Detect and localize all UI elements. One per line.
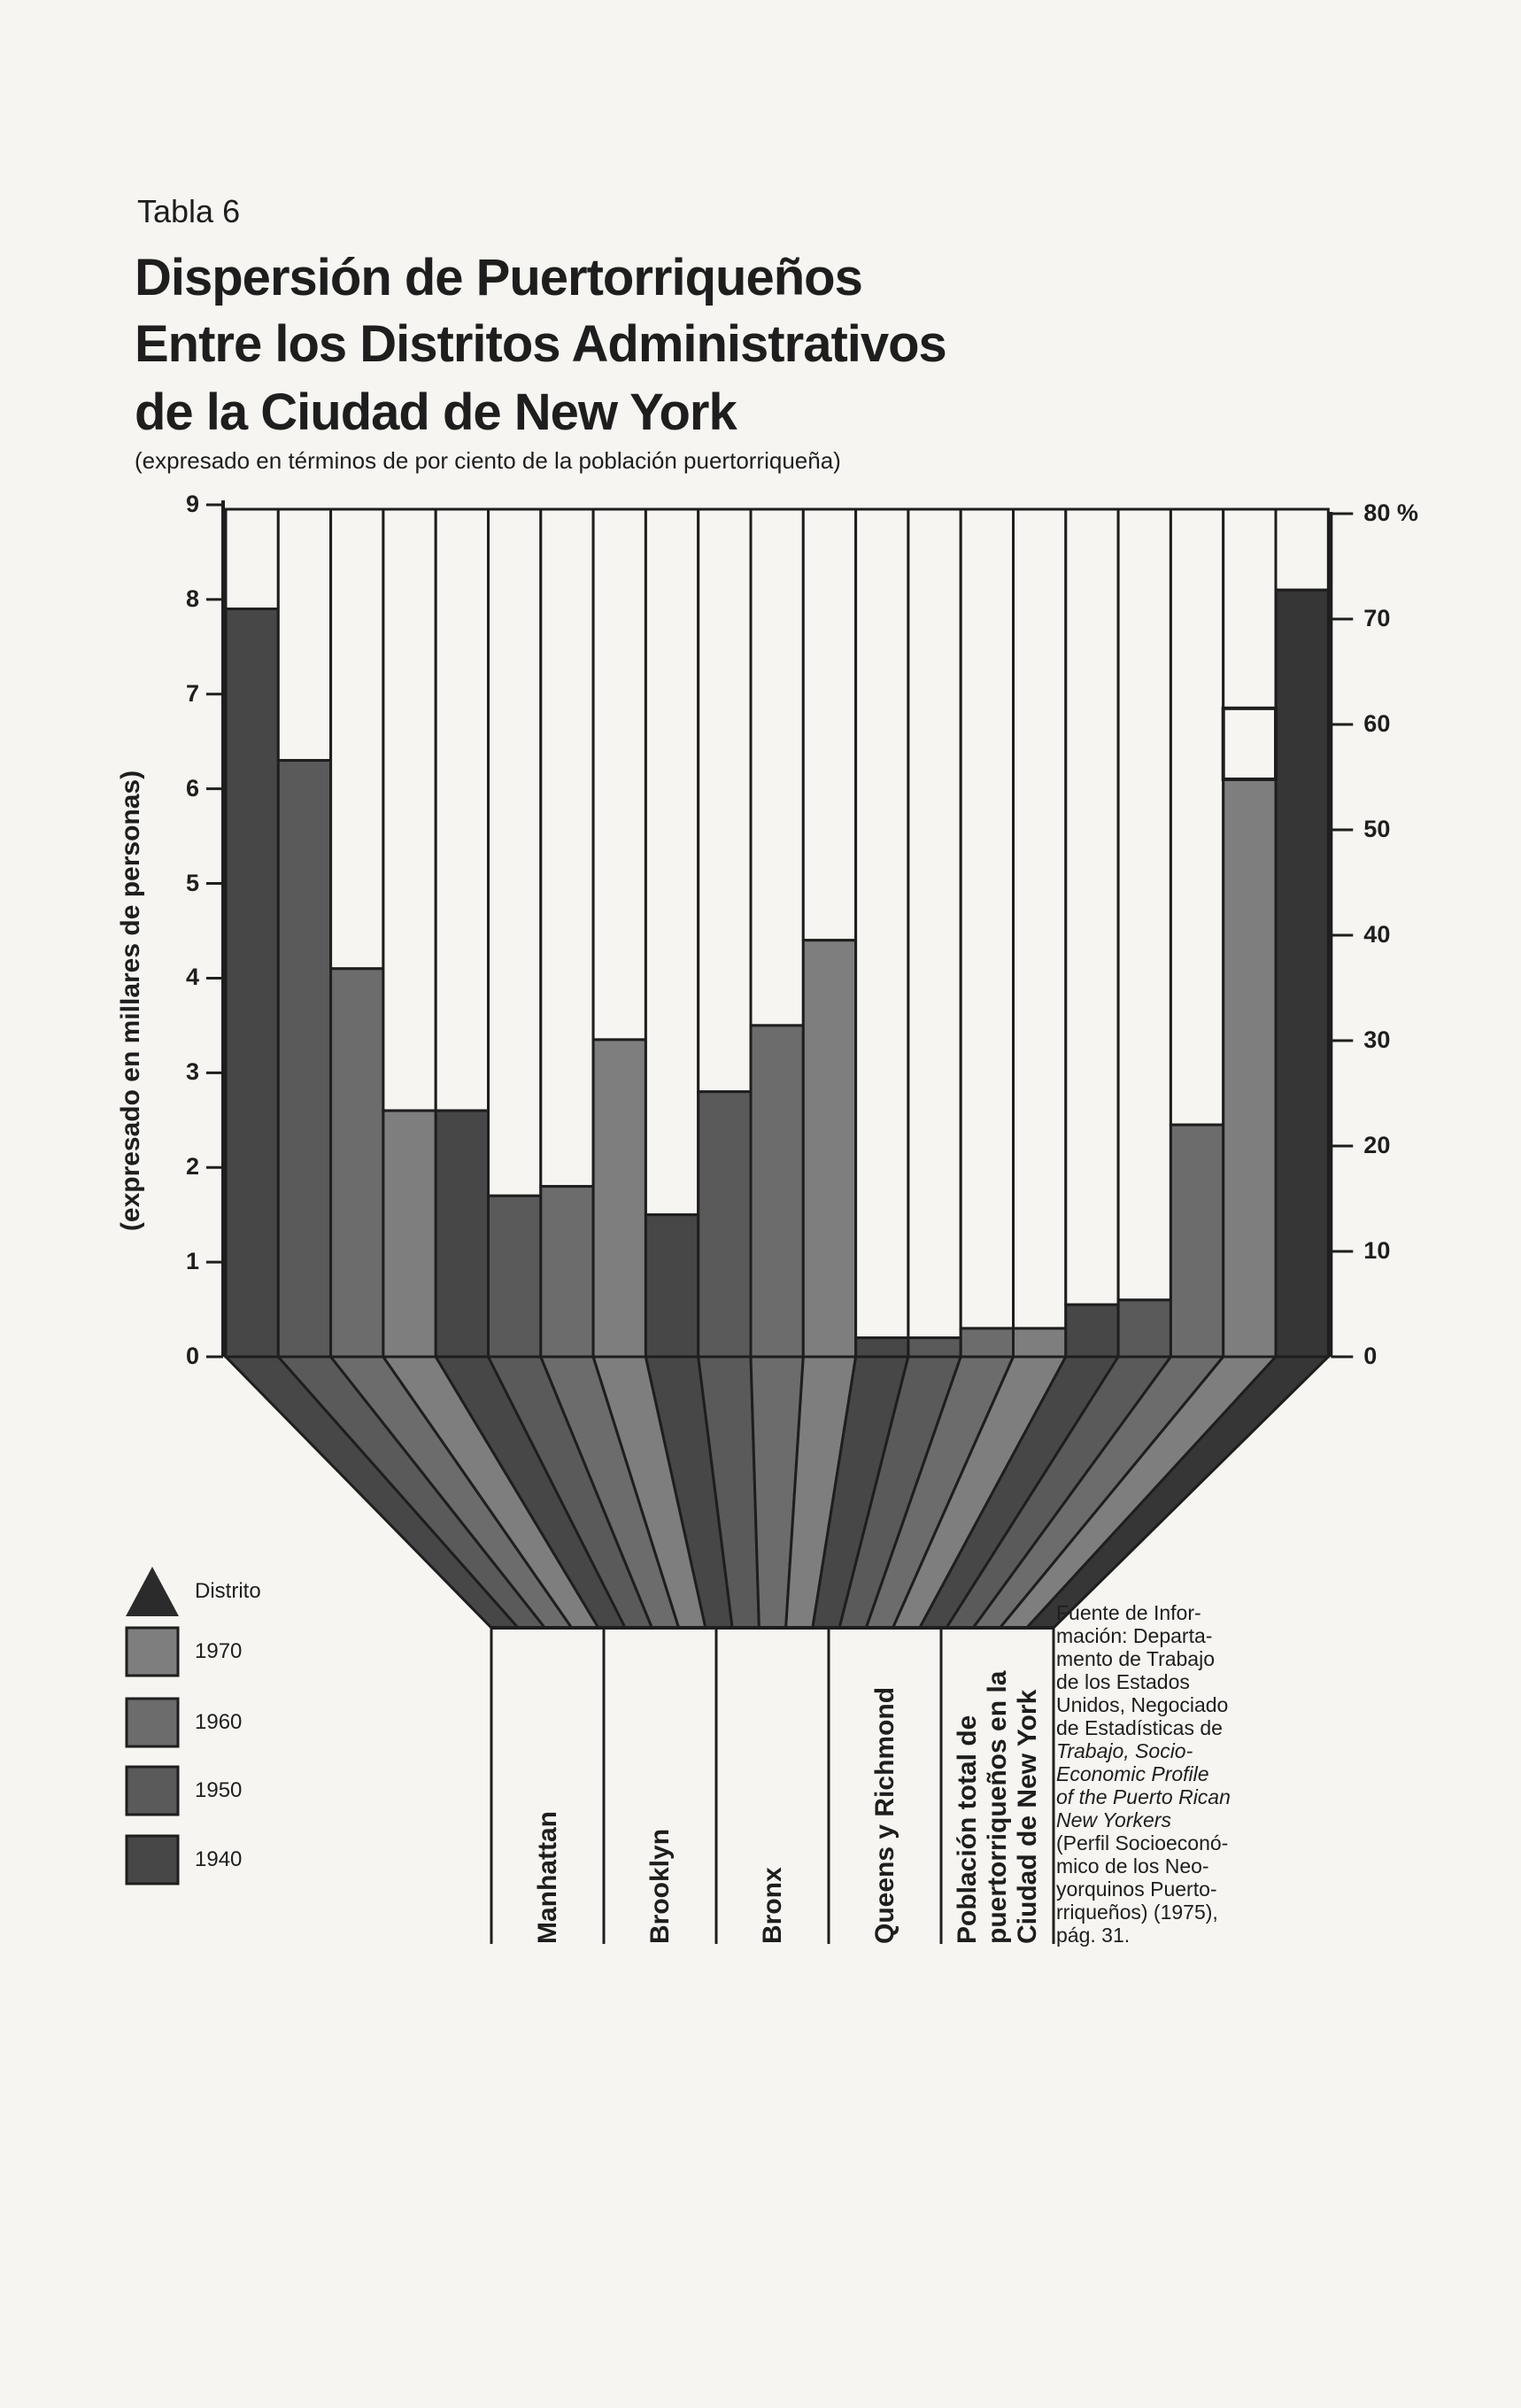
bar-frame <box>803 509 855 941</box>
bar <box>908 1338 961 1357</box>
y-tick-label: 5 <box>185 869 199 896</box>
y2-tick-label: 50 <box>1363 816 1391 842</box>
source-line: mación: Departa- <box>1056 1624 1213 1647</box>
category-label: Población total de <box>952 1715 982 1944</box>
bar-frame <box>278 509 330 761</box>
bar <box>645 1215 698 1357</box>
bar-frame <box>383 509 436 1111</box>
source-note <box>1056 1601 1278 1947</box>
y-tick-label: 3 <box>185 1058 199 1086</box>
legend-label: 1950 <box>195 1778 243 1802</box>
legend-swatch <box>124 1764 186 1819</box>
legend-swatch <box>124 1696 186 1751</box>
bar <box>1118 1300 1170 1357</box>
bar-frame <box>436 509 488 1111</box>
bar-frame <box>1118 509 1170 1300</box>
y-tick-label: 0 <box>185 1343 199 1369</box>
bar <box>1224 779 1276 1357</box>
bar <box>383 1111 436 1357</box>
bar-frame <box>331 509 383 969</box>
y-tick-label: 6 <box>185 774 199 801</box>
source-line: (Perfil Socioeconó- <box>1056 1831 1229 1854</box>
legend-label: 1940 <box>195 1847 243 1871</box>
bar-frame <box>751 509 803 1026</box>
y2-tick-label: 80 % <box>1363 499 1418 526</box>
source-line: mico de los Neo- <box>1056 1854 1209 1878</box>
bar <box>751 1026 803 1357</box>
category-label: Brooklyn <box>645 1828 675 1944</box>
bar <box>1276 590 1328 1357</box>
source-line: Fuente de Infor- <box>1056 1601 1201 1624</box>
category-label: Bronx <box>757 1867 787 1944</box>
y2-tick-label: 60 <box>1363 710 1391 737</box>
bar-frame <box>645 509 698 1215</box>
source-line: de Estadísticas de <box>1056 1716 1223 1739</box>
y2-tick-label: 30 <box>1363 1026 1391 1053</box>
bar <box>331 969 383 1357</box>
source-line: mento de Trabajo <box>1056 1647 1216 1670</box>
legend-swatch <box>124 1833 186 1888</box>
y2-tick-label: 70 <box>1363 605 1391 631</box>
bar-frame <box>489 509 541 1196</box>
bar-frame <box>961 509 1013 1328</box>
y-axis-label: (expresado en millares de personas) <box>116 770 145 1232</box>
table-label: Tabla 6 <box>137 193 241 229</box>
legend-swatch <box>124 1625 186 1680</box>
source-line: New Yorkers <box>1056 1808 1171 1831</box>
category-label: puertorriqueños en la <box>982 1670 1012 1944</box>
source-line: yorquinos Puerto- <box>1056 1878 1217 1901</box>
bar <box>856 1338 908 1357</box>
legend-label: 1960 <box>195 1710 243 1734</box>
bar-frame <box>541 509 593 1187</box>
y2-tick-label: 20 <box>1363 1132 1391 1158</box>
source-line: de los Estados <box>1056 1670 1190 1693</box>
bar-frame <box>856 509 908 1338</box>
bar-frame <box>593 509 645 1040</box>
y2-tick-label: 10 <box>1363 1237 1391 1264</box>
bar <box>593 1040 645 1357</box>
bar <box>489 1196 541 1357</box>
bar <box>699 1092 751 1357</box>
legend-swatch <box>124 1565 186 1620</box>
bar <box>1066 1305 1118 1357</box>
bar-frame <box>699 509 751 1092</box>
bar <box>541 1187 593 1357</box>
title-line-2: Entre los Distritos Administrativos <box>135 315 946 373</box>
bar-frame <box>1276 509 1328 590</box>
bar <box>961 1328 1013 1357</box>
bar <box>226 609 278 1357</box>
source-line: Unidos, Negociado <box>1056 1693 1229 1716</box>
y-tick-label: 9 <box>185 491 199 517</box>
source-line: Economic Profile <box>1056 1762 1209 1785</box>
bar-frame <box>908 509 961 1338</box>
y2-tick-label: 0 <box>1363 1343 1378 1369</box>
legend-label: Distrito <box>195 1579 261 1603</box>
category-label: Manhattan <box>532 1811 562 1944</box>
bar-frame <box>1170 509 1223 1125</box>
category-label: Queens y Richmond <box>869 1686 899 1944</box>
subtitle: (expresado en términos de por ciento de la población puertorriqueña) <box>135 447 841 474</box>
legend-label: 1970 <box>195 1639 243 1663</box>
bar-frame <box>1224 509 1276 779</box>
y-tick-label: 8 <box>185 585 199 612</box>
bar <box>1014 1328 1066 1357</box>
bar <box>436 1111 488 1357</box>
bar-frame <box>1066 509 1118 1305</box>
y-tick-label: 2 <box>185 1153 199 1181</box>
bar <box>803 941 855 1357</box>
bar <box>278 761 330 1357</box>
y-tick-label: 1 <box>185 1248 199 1275</box>
title-line-1: Dispersión de Puertorriqueños <box>135 249 862 306</box>
source-line: rriqueños) (1975), <box>1056 1901 1218 1924</box>
y2-tick-label: 40 <box>1363 921 1391 948</box>
bar-frame <box>226 509 278 609</box>
title-line-3: de la Ciudad de New York <box>135 383 737 441</box>
source-line: of the Puerto Rican <box>1056 1785 1231 1808</box>
source-line: pág. 31. <box>1056 1924 1131 1947</box>
category-label: Ciudad de New York <box>1012 1689 1042 1944</box>
bar-frame <box>1014 509 1066 1328</box>
y-tick-label: 4 <box>185 964 199 991</box>
source-line: Trabajo, Socio- <box>1056 1739 1193 1762</box>
y-tick-label: 7 <box>185 679 199 707</box>
bar <box>1170 1125 1223 1357</box>
